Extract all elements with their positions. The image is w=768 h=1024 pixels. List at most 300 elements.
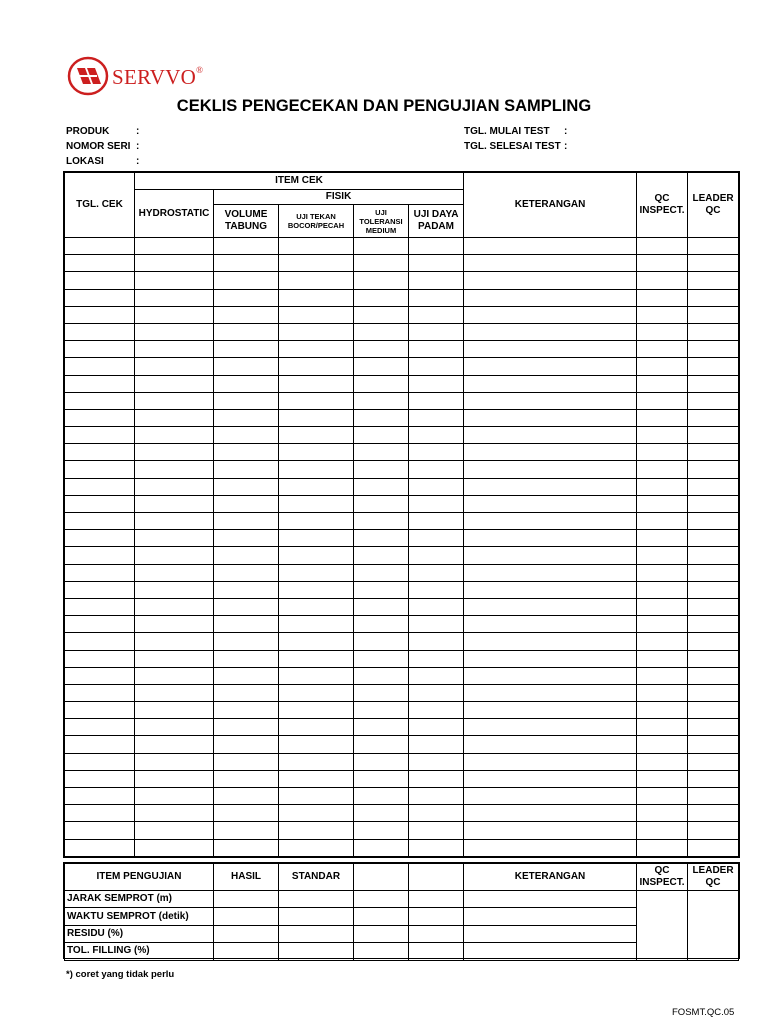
table-cell[interactable]	[354, 753, 409, 770]
table-cell[interactable]	[65, 684, 135, 701]
test-cell[interactable]	[464, 891, 637, 908]
table-cell[interactable]	[279, 788, 354, 805]
table-cell[interactable]	[409, 375, 464, 392]
table-cell[interactable]	[688, 650, 739, 667]
table-cell[interactable]	[409, 444, 464, 461]
table-cell[interactable]	[409, 358, 464, 375]
table-cell[interactable]	[279, 341, 354, 358]
table-cell[interactable]	[464, 598, 637, 615]
table-cell[interactable]	[409, 719, 464, 736]
table-cell[interactable]	[214, 358, 279, 375]
table-cell[interactable]	[65, 409, 135, 426]
table-cell[interactable]	[354, 788, 409, 805]
table-cell[interactable]	[214, 478, 279, 495]
table-cell[interactable]	[637, 495, 688, 512]
table-cell[interactable]	[409, 272, 464, 289]
table-cell[interactable]	[464, 306, 637, 323]
table-cell[interactable]	[279, 238, 354, 255]
table-cell[interactable]	[637, 341, 688, 358]
table-cell[interactable]	[409, 409, 464, 426]
table-cell[interactable]	[637, 753, 688, 770]
table-cell[interactable]	[279, 564, 354, 581]
table-cell[interactable]	[214, 667, 279, 684]
table-cell[interactable]	[65, 341, 135, 358]
table-cell[interactable]	[135, 358, 214, 375]
table-cell[interactable]	[214, 616, 279, 633]
table-cell[interactable]	[409, 478, 464, 495]
table-cell[interactable]	[279, 323, 354, 340]
table-cell[interactable]	[409, 650, 464, 667]
table-cell[interactable]	[409, 547, 464, 564]
table-cell[interactable]	[279, 633, 354, 650]
table-cell[interactable]	[409, 341, 464, 358]
table-cell[interactable]	[214, 323, 279, 340]
table-cell[interactable]	[135, 306, 214, 323]
table-cell[interactable]	[65, 564, 135, 581]
table-cell[interactable]	[409, 530, 464, 547]
table-cell[interactable]	[409, 323, 464, 340]
table-cell[interactable]	[135, 461, 214, 478]
table-cell[interactable]	[279, 667, 354, 684]
table-cell[interactable]	[688, 255, 739, 272]
table-cell[interactable]	[135, 667, 214, 684]
table-cell[interactable]	[65, 289, 135, 306]
table-cell[interactable]	[637, 238, 688, 255]
table-cell[interactable]	[65, 547, 135, 564]
table-cell[interactable]	[279, 306, 354, 323]
table-cell[interactable]	[135, 650, 214, 667]
test-cell[interactable]	[354, 891, 409, 908]
table-cell[interactable]	[135, 633, 214, 650]
table-cell[interactable]	[464, 822, 637, 839]
table-cell[interactable]	[214, 770, 279, 787]
table-cell[interactable]	[688, 289, 739, 306]
table-cell[interactable]	[409, 306, 464, 323]
table-cell[interactable]	[65, 530, 135, 547]
table-cell[interactable]	[214, 255, 279, 272]
table-cell[interactable]	[214, 581, 279, 598]
table-cell[interactable]	[409, 495, 464, 512]
table-cell[interactable]	[214, 392, 279, 409]
table-cell[interactable]	[464, 770, 637, 787]
table-cell[interactable]	[354, 805, 409, 822]
table-cell[interactable]	[688, 547, 739, 564]
table-cell[interactable]	[688, 461, 739, 478]
table-cell[interactable]	[464, 513, 637, 530]
test-cell[interactable]	[214, 925, 279, 942]
table-cell[interactable]	[637, 633, 688, 650]
table-cell[interactable]	[354, 478, 409, 495]
table-cell[interactable]	[637, 702, 688, 719]
table-cell[interactable]	[214, 289, 279, 306]
table-cell[interactable]	[65, 444, 135, 461]
test-cell[interactable]	[409, 891, 464, 908]
table-cell[interactable]	[214, 702, 279, 719]
table-cell[interactable]	[65, 513, 135, 530]
test-cell[interactable]	[464, 925, 637, 942]
table-cell[interactable]	[65, 770, 135, 787]
table-cell[interactable]	[464, 255, 637, 272]
table-cell[interactable]	[637, 667, 688, 684]
table-cell[interactable]	[354, 392, 409, 409]
table-cell[interactable]	[354, 272, 409, 289]
table-cell[interactable]	[214, 375, 279, 392]
table-cell[interactable]	[637, 478, 688, 495]
table-cell[interactable]	[688, 839, 739, 856]
table-cell[interactable]	[65, 598, 135, 615]
table-cell[interactable]	[279, 461, 354, 478]
table-cell[interactable]	[135, 289, 214, 306]
table-cell[interactable]	[637, 375, 688, 392]
table-cell[interactable]	[409, 839, 464, 856]
table-cell[interactable]	[279, 770, 354, 787]
table-cell[interactable]	[354, 306, 409, 323]
table-cell[interactable]	[279, 598, 354, 615]
table-cell[interactable]	[688, 409, 739, 426]
table-cell[interactable]	[464, 753, 637, 770]
table-cell[interactable]	[637, 427, 688, 444]
table-cell[interactable]	[65, 461, 135, 478]
test-leader-qc-cell[interactable]	[688, 891, 739, 961]
table-cell[interactable]	[409, 598, 464, 615]
table-cell[interactable]	[637, 272, 688, 289]
table-cell[interactable]	[688, 736, 739, 753]
table-cell[interactable]	[65, 702, 135, 719]
table-cell[interactable]	[409, 255, 464, 272]
table-cell[interactable]	[214, 736, 279, 753]
table-cell[interactable]	[409, 770, 464, 787]
test-cell[interactable]	[409, 925, 464, 942]
table-cell[interactable]	[354, 495, 409, 512]
table-cell[interactable]	[354, 633, 409, 650]
table-cell[interactable]	[135, 581, 214, 598]
table-cell[interactable]	[354, 684, 409, 701]
table-cell[interactable]	[354, 255, 409, 272]
table-cell[interactable]	[65, 495, 135, 512]
table-cell[interactable]	[135, 409, 214, 426]
table-cell[interactable]	[409, 667, 464, 684]
table-cell[interactable]	[65, 667, 135, 684]
table-cell[interactable]	[409, 513, 464, 530]
table-cell[interactable]	[279, 839, 354, 856]
table-cell[interactable]	[464, 495, 637, 512]
table-cell[interactable]	[354, 358, 409, 375]
table-cell[interactable]	[637, 358, 688, 375]
table-cell[interactable]	[214, 238, 279, 255]
table-cell[interactable]	[688, 530, 739, 547]
table-cell[interactable]	[279, 684, 354, 701]
table-cell[interactable]	[135, 341, 214, 358]
table-cell[interactable]	[135, 495, 214, 512]
test-qc-inspect-cell[interactable]	[637, 891, 688, 961]
table-cell[interactable]	[65, 358, 135, 375]
table-cell[interactable]	[65, 255, 135, 272]
table-cell[interactable]	[688, 581, 739, 598]
table-cell[interactable]	[65, 788, 135, 805]
table-cell[interactable]	[464, 719, 637, 736]
table-cell[interactable]	[135, 805, 214, 822]
table-cell[interactable]	[354, 650, 409, 667]
table-cell[interactable]	[409, 564, 464, 581]
table-cell[interactable]	[135, 822, 214, 839]
table-cell[interactable]	[464, 547, 637, 564]
table-cell[interactable]	[65, 805, 135, 822]
table-cell[interactable]	[214, 822, 279, 839]
table-cell[interactable]	[688, 341, 739, 358]
table-cell[interactable]	[279, 616, 354, 633]
table-cell[interactable]	[354, 513, 409, 530]
table-cell[interactable]	[214, 753, 279, 770]
table-cell[interactable]	[135, 770, 214, 787]
table-cell[interactable]	[688, 495, 739, 512]
table-cell[interactable]	[135, 375, 214, 392]
table-cell[interactable]	[135, 238, 214, 255]
table-cell[interactable]	[354, 702, 409, 719]
table-cell[interactable]	[65, 736, 135, 753]
table-cell[interactable]	[279, 702, 354, 719]
table-cell[interactable]	[637, 306, 688, 323]
table-cell[interactable]	[214, 719, 279, 736]
table-cell[interactable]	[279, 427, 354, 444]
table-cell[interactable]	[637, 822, 688, 839]
table-cell[interactable]	[464, 650, 637, 667]
table-cell[interactable]	[214, 427, 279, 444]
table-cell[interactable]	[65, 839, 135, 856]
table-cell[interactable]	[688, 702, 739, 719]
table-cell[interactable]	[65, 822, 135, 839]
table-cell[interactable]	[688, 306, 739, 323]
table-cell[interactable]	[688, 427, 739, 444]
table-cell[interactable]	[354, 238, 409, 255]
table-cell[interactable]	[464, 616, 637, 633]
table-cell[interactable]	[464, 461, 637, 478]
table-cell[interactable]	[464, 272, 637, 289]
table-cell[interactable]	[464, 667, 637, 684]
table-cell[interactable]	[464, 581, 637, 598]
table-cell[interactable]	[464, 238, 637, 255]
table-cell[interactable]	[688, 598, 739, 615]
table-cell[interactable]	[637, 564, 688, 581]
table-cell[interactable]	[354, 444, 409, 461]
table-cell[interactable]	[464, 805, 637, 822]
table-cell[interactable]	[637, 616, 688, 633]
table-cell[interactable]	[464, 289, 637, 306]
table-cell[interactable]	[279, 513, 354, 530]
table-cell[interactable]	[688, 323, 739, 340]
test-cell[interactable]	[214, 908, 279, 925]
table-cell[interactable]	[688, 375, 739, 392]
table-cell[interactable]	[637, 839, 688, 856]
table-cell[interactable]	[135, 427, 214, 444]
table-cell[interactable]	[688, 822, 739, 839]
table-cell[interactable]	[464, 427, 637, 444]
table-cell[interactable]	[65, 306, 135, 323]
table-cell[interactable]	[464, 392, 637, 409]
table-cell[interactable]	[214, 633, 279, 650]
table-cell[interactable]	[65, 581, 135, 598]
table-cell[interactable]	[409, 461, 464, 478]
table-cell[interactable]	[65, 478, 135, 495]
table-cell[interactable]	[637, 255, 688, 272]
table-cell[interactable]	[464, 478, 637, 495]
table-cell[interactable]	[688, 238, 739, 255]
table-cell[interactable]	[688, 358, 739, 375]
test-cell[interactable]	[464, 943, 637, 960]
table-cell[interactable]	[65, 392, 135, 409]
table-cell[interactable]	[65, 427, 135, 444]
test-cell[interactable]	[409, 908, 464, 925]
table-cell[interactable]	[354, 341, 409, 358]
table-cell[interactable]	[65, 238, 135, 255]
table-cell[interactable]	[464, 839, 637, 856]
table-cell[interactable]	[409, 238, 464, 255]
table-cell[interactable]	[688, 684, 739, 701]
table-cell[interactable]	[135, 839, 214, 856]
table-cell[interactable]	[409, 702, 464, 719]
table-cell[interactable]	[65, 719, 135, 736]
table-cell[interactable]	[135, 598, 214, 615]
table-cell[interactable]	[65, 272, 135, 289]
table-cell[interactable]	[637, 323, 688, 340]
table-cell[interactable]	[354, 822, 409, 839]
test-cell[interactable]	[279, 925, 354, 942]
table-cell[interactable]	[279, 736, 354, 753]
table-cell[interactable]	[354, 530, 409, 547]
table-cell[interactable]	[464, 358, 637, 375]
table-cell[interactable]	[409, 633, 464, 650]
test-cell[interactable]	[279, 891, 354, 908]
test-cell[interactable]	[464, 908, 637, 925]
table-cell[interactable]	[135, 272, 214, 289]
table-cell[interactable]	[65, 633, 135, 650]
table-cell[interactable]	[354, 427, 409, 444]
table-cell[interactable]	[214, 788, 279, 805]
test-cell[interactable]	[279, 943, 354, 960]
table-cell[interactable]	[354, 581, 409, 598]
table-cell[interactable]	[409, 822, 464, 839]
table-cell[interactable]	[354, 616, 409, 633]
table-cell[interactable]	[279, 530, 354, 547]
table-cell[interactable]	[279, 805, 354, 822]
test-cell[interactable]	[214, 891, 279, 908]
table-cell[interactable]	[637, 547, 688, 564]
table-cell[interactable]	[409, 427, 464, 444]
table-cell[interactable]	[279, 255, 354, 272]
table-cell[interactable]	[214, 341, 279, 358]
test-cell[interactable]	[409, 943, 464, 960]
table-cell[interactable]	[65, 323, 135, 340]
table-cell[interactable]	[135, 684, 214, 701]
table-cell[interactable]	[637, 736, 688, 753]
table-cell[interactable]	[135, 392, 214, 409]
table-cell[interactable]	[214, 513, 279, 530]
table-cell[interactable]	[637, 409, 688, 426]
table-cell[interactable]	[279, 375, 354, 392]
table-cell[interactable]	[464, 444, 637, 461]
table-cell[interactable]	[354, 770, 409, 787]
test-cell[interactable]	[214, 943, 279, 960]
table-cell[interactable]	[464, 375, 637, 392]
table-cell[interactable]	[464, 788, 637, 805]
table-cell[interactable]	[279, 272, 354, 289]
table-cell[interactable]	[214, 684, 279, 701]
table-cell[interactable]	[409, 788, 464, 805]
table-cell[interactable]	[214, 495, 279, 512]
table-cell[interactable]	[637, 788, 688, 805]
table-cell[interactable]	[354, 409, 409, 426]
table-cell[interactable]	[688, 667, 739, 684]
table-cell[interactable]	[464, 409, 637, 426]
table-cell[interactable]	[135, 530, 214, 547]
table-cell[interactable]	[688, 564, 739, 581]
table-cell[interactable]	[354, 289, 409, 306]
table-cell[interactable]	[688, 719, 739, 736]
table-cell[interactable]	[409, 289, 464, 306]
table-cell[interactable]	[65, 375, 135, 392]
table-cell[interactable]	[135, 702, 214, 719]
table-cell[interactable]	[279, 719, 354, 736]
table-cell[interactable]	[214, 547, 279, 564]
table-cell[interactable]	[637, 684, 688, 701]
table-cell[interactable]	[637, 581, 688, 598]
table-cell[interactable]	[214, 839, 279, 856]
table-cell[interactable]	[214, 444, 279, 461]
table-cell[interactable]	[279, 547, 354, 564]
table-cell[interactable]	[279, 650, 354, 667]
table-cell[interactable]	[214, 272, 279, 289]
table-cell[interactable]	[688, 788, 739, 805]
table-cell[interactable]	[135, 564, 214, 581]
table-cell[interactable]	[279, 444, 354, 461]
table-cell[interactable]	[464, 564, 637, 581]
table-cell[interactable]	[279, 392, 354, 409]
table-cell[interactable]	[637, 461, 688, 478]
table-cell[interactable]	[637, 513, 688, 530]
table-cell[interactable]	[409, 736, 464, 753]
table-cell[interactable]	[688, 272, 739, 289]
table-cell[interactable]	[688, 392, 739, 409]
table-cell[interactable]	[279, 495, 354, 512]
table-cell[interactable]	[637, 530, 688, 547]
table-cell[interactable]	[637, 770, 688, 787]
table-cell[interactable]	[214, 306, 279, 323]
table-cell[interactable]	[135, 444, 214, 461]
table-cell[interactable]	[135, 323, 214, 340]
table-cell[interactable]	[464, 702, 637, 719]
table-cell[interactable]	[464, 736, 637, 753]
table-cell[interactable]	[354, 598, 409, 615]
table-cell[interactable]	[65, 650, 135, 667]
table-cell[interactable]	[354, 323, 409, 340]
test-cell[interactable]	[354, 943, 409, 960]
table-cell[interactable]	[688, 753, 739, 770]
table-cell[interactable]	[464, 633, 637, 650]
table-cell[interactable]	[688, 444, 739, 461]
table-cell[interactable]	[135, 753, 214, 770]
table-cell[interactable]	[637, 650, 688, 667]
table-cell[interactable]	[354, 719, 409, 736]
table-cell[interactable]	[354, 461, 409, 478]
table-cell[interactable]	[409, 581, 464, 598]
table-cell[interactable]	[688, 513, 739, 530]
test-cell[interactable]	[279, 908, 354, 925]
table-cell[interactable]	[135, 736, 214, 753]
table-cell[interactable]	[688, 805, 739, 822]
table-cell[interactable]	[279, 753, 354, 770]
table-cell[interactable]	[135, 616, 214, 633]
table-cell[interactable]	[354, 375, 409, 392]
table-cell[interactable]	[279, 822, 354, 839]
